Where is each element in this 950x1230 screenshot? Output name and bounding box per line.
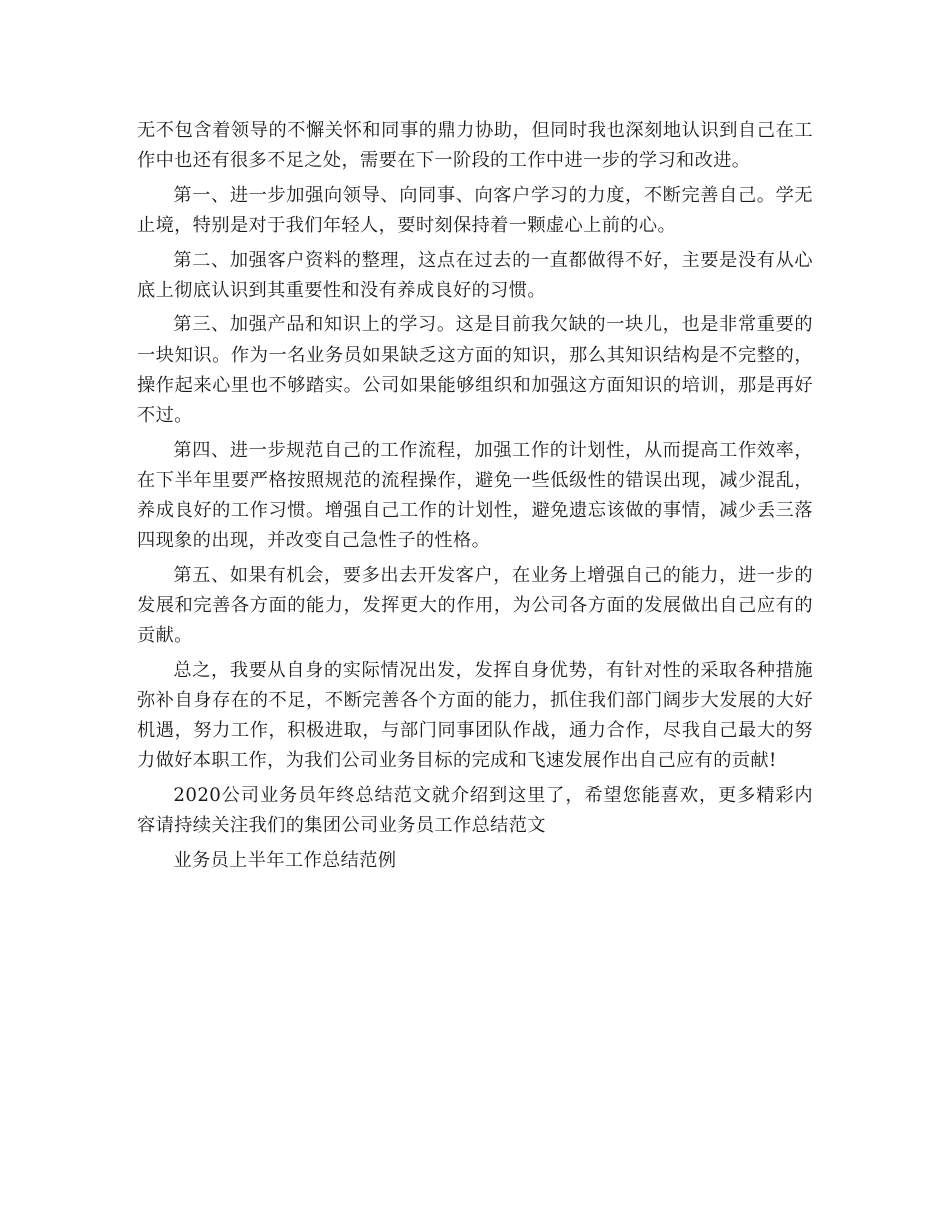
document-body: [137, 116, 813, 880]
paragraph-point-3: 第三、加强产品和知识上的学习。这是目前我欠缺的一块儿，也是非常重要的一块知识。作为一名业务员如果缺乏这方面的知识，那么其知识结构是不完整的，操作起来心里也不够踏实。公司如果能够组织和加强这方面知识的培训，那是再好不过。: [137, 314, 813, 426]
paragraph-point-4: 第四、进一步规范自己的工作流程，加强工作的计划性，从而提高工作效率，在下半年里要严格按照规范的流程操作，避免一些低级性的错误出现，减少混乱，养成良好的工作习惯。增强自己工作的计划性，避免遗忘该做的事情，减少丢三落四现象的出现，并改变自己急性子的性格。: [137, 439, 813, 552]
paragraph-point-5: 第五、如果有机会，要多出去开发客户，在业务上增强自己的能力，进一步的发展和完善各方面的能力，发挥更大的作用，为公司各方面的发展做出自己应有的贡献。: [137, 564, 813, 647]
paragraph-closing-note: 2020公司业务员年终总结范文就介绍到这里了，希望您能喜欢，更多精彩内容请持续关注我们的集团公司业务员工作总结范文: [137, 785, 813, 837]
paragraph-continuation: 无不包含着领导的不懈关怀和同事的鼎力协助，但同时我也深刻地认识到自己在工作中也还有很多不足之处，需要在下一阶段的工作中进一步的学习和改进。: [137, 120, 813, 172]
paragraph-conclusion: 总之，我要从自身的实际情况出发，发挥自身优势，有针对性的采取各种措施弥补自身存在的不足，不断完善各个方面的能力，抓住我们部门阔步大发展的大好机遇，努力工作，积极进取，与部门同事团队作战，通力合作，尽我自己最大的努力做好本职工作，为我们公司业务目标的完成和飞速发展作出自己应有的贡献!: [137, 659, 813, 772]
paragraph-point-2: 第二、加强客户资料的整理，这点在过去的一直都做得不好，主要是没有从心底上彻底认识到其重要性和没有养成良好的习惯。: [137, 249, 813, 301]
paragraph-point-1: 第一、进一步加强向领导、向同事、向客户学习的力度，不断完善自己。学无止境，特别是对于我们年轻人，要时刻保持着一颗虚心上前的心。: [137, 184, 813, 236]
paragraph-next-title: 业务员上半年工作总结范例: [173, 849, 397, 871]
